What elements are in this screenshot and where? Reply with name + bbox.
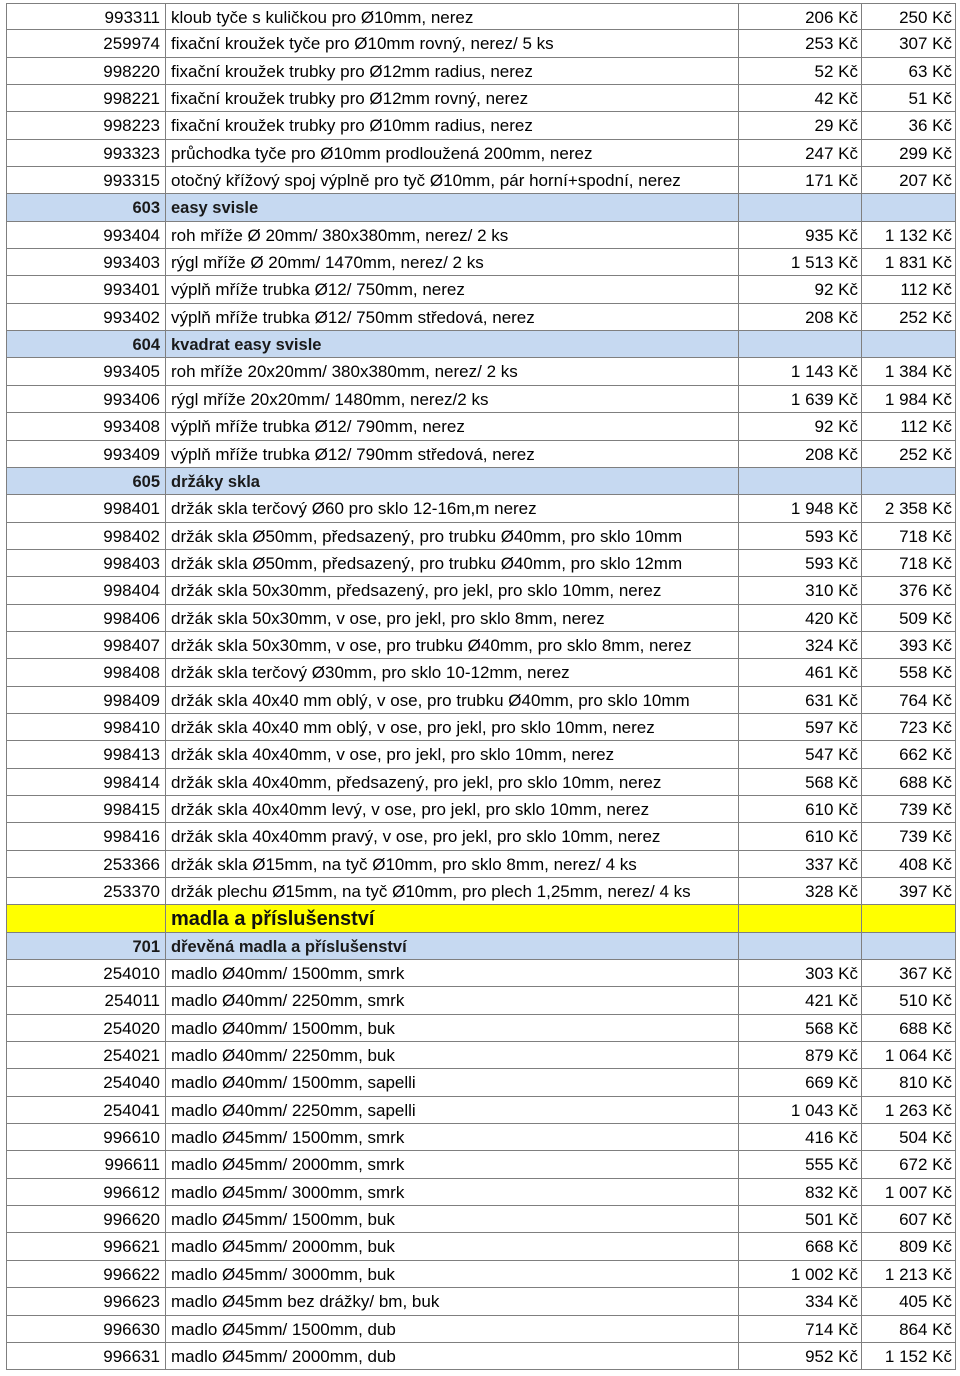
price-without-vat-cell: 1 002 Kč: [739, 1261, 862, 1287]
table-row: [6, 58, 956, 85]
product-code-cell: 996610: [6, 1124, 166, 1150]
price-with-vat-cell: 739 Kč: [862, 796, 956, 822]
price-with-vat-cell: 723 Kč: [862, 714, 956, 740]
price-without-vat-cell: 324 Kč: [739, 632, 862, 658]
price-with-vat-cell: 207 Kč: [862, 167, 956, 193]
table-row: [6, 1097, 956, 1124]
product-code-cell: 993404: [6, 222, 166, 248]
product-name-cell: madlo Ø40mm/ 1500mm, sapelli: [166, 1069, 739, 1095]
product-code-cell: 701: [6, 933, 166, 959]
product-code-cell: 254041: [6, 1097, 166, 1123]
table-row: [6, 1151, 956, 1178]
product-name-cell: otočný křížový spoj výplně pro tyč Ø10mm, pár horní+spodní, nerez: [166, 167, 739, 193]
product-name-cell: držák skla Ø15mm, na tyč Ø10mm, pro sklo 8mm, nerez/ 4 ks: [166, 851, 739, 877]
section-header-row: [6, 331, 956, 358]
product-name-cell: madlo Ø45mm/ 3000mm, buk: [166, 1261, 739, 1287]
price-without-vat-cell: 206 Kč: [739, 4, 862, 29]
table-row: [6, 1288, 956, 1315]
table-row: [6, 441, 956, 468]
price-without-vat-cell: 253 Kč: [739, 30, 862, 56]
price-without-vat-cell: 208 Kč: [739, 441, 862, 467]
section-header-row: [6, 933, 956, 960]
product-name-cell: kloub tyče s kuličkou pro Ø10mm, nerez: [166, 4, 739, 29]
price-without-vat-cell: 1 948 Kč: [739, 495, 862, 521]
table-row: [6, 1206, 956, 1233]
price-without-vat-cell: 832 Kč: [739, 1179, 862, 1205]
product-code-cell: 998403: [6, 550, 166, 576]
table-row: [6, 112, 956, 139]
price-without-vat-cell: 547 Kč: [739, 741, 862, 767]
product-code-cell: 254021: [6, 1042, 166, 1068]
product-code-cell: 998408: [6, 659, 166, 685]
product-code-cell: 604: [6, 331, 166, 357]
product-name-cell: držák skla 50x30mm, předsazený, pro jekl, pro sklo 10mm, nerez: [166, 577, 739, 603]
product-code-cell: 998407: [6, 632, 166, 658]
price-without-vat-cell: 568 Kč: [739, 1015, 862, 1041]
price-with-vat-cell: 112 Kč: [862, 276, 956, 302]
price-with-vat-cell: 718 Kč: [862, 550, 956, 576]
product-code-cell: 998220: [6, 58, 166, 84]
product-name-cell: rýgl mříže 20x20mm/ 1480mm, nerez/2 ks: [166, 386, 739, 412]
price-without-vat-cell: 669 Kč: [739, 1069, 862, 1095]
table-row: [6, 1261, 956, 1288]
product-code-cell: 996621: [6, 1233, 166, 1259]
price-with-vat-cell: 376 Kč: [862, 577, 956, 603]
product-code-cell: 998402: [6, 523, 166, 549]
price-with-vat-cell: [862, 905, 956, 931]
price-with-vat-cell: 1 132 Kč: [862, 222, 956, 248]
price-without-vat-cell: 593 Kč: [739, 523, 862, 549]
product-code-cell: 605: [6, 468, 166, 494]
product-name-cell: madlo Ø45mm/ 2000mm, smrk: [166, 1151, 739, 1177]
product-code-cell: 998409: [6, 687, 166, 713]
price-without-vat-cell: 29 Kč: [739, 112, 862, 138]
product-name-cell: držák skla 40x40mm, v ose, pro jekl, pro sklo 10mm, nerez: [166, 741, 739, 767]
product-code-cell: 993406: [6, 386, 166, 412]
price-without-vat-cell: 337 Kč: [739, 851, 862, 877]
price-with-vat-cell: 307 Kč: [862, 30, 956, 56]
price-without-vat-cell: 416 Kč: [739, 1124, 862, 1150]
price-with-vat-cell: 393 Kč: [862, 632, 956, 658]
product-name-cell: madlo Ø40mm/ 1500mm, smrk: [166, 960, 739, 986]
table-row: [6, 1042, 956, 1069]
table-row: [6, 1015, 956, 1042]
product-code-cell: 993409: [6, 441, 166, 467]
price-with-vat-cell: [862, 194, 956, 220]
product-code-cell: 993323: [6, 140, 166, 166]
product-code-cell: 993405: [6, 358, 166, 384]
product-code-cell: 253366: [6, 851, 166, 877]
table-row: [6, 796, 956, 823]
product-name-cell: madlo Ø45mm/ 1500mm, smrk: [166, 1124, 739, 1150]
price-with-vat-cell: 405 Kč: [862, 1288, 956, 1314]
price-without-vat-cell: 52 Kč: [739, 58, 862, 84]
price-with-vat-cell: 1 152 Kč: [862, 1343, 956, 1369]
price-without-vat-cell: 310 Kč: [739, 577, 862, 603]
table-row: [6, 987, 956, 1014]
product-code-cell: 998221: [6, 85, 166, 111]
product-code-cell: 254011: [6, 987, 166, 1013]
table-row: [6, 632, 956, 659]
price-with-vat-cell: 1 831 Kč: [862, 249, 956, 275]
product-name-cell: fixační kroužek tyče pro Ø10mm rovný, nerez/ 5 ks: [166, 30, 739, 56]
table-row: [6, 304, 956, 331]
price-without-vat-cell: 461 Kč: [739, 659, 862, 685]
price-with-vat-cell: 1 384 Kč: [862, 358, 956, 384]
product-code-cell: 259974: [6, 30, 166, 56]
price-without-vat-cell: 92 Kč: [739, 413, 862, 439]
table-row: [6, 30, 956, 57]
price-without-vat-cell: 935 Kč: [739, 222, 862, 248]
price-with-vat-cell: 2 358 Kč: [862, 495, 956, 521]
price-without-vat-cell: 501 Kč: [739, 1206, 862, 1232]
category-header-row: [6, 905, 956, 932]
product-name-cell: easy svisle: [166, 194, 739, 220]
product-name-cell: madlo Ø45mm/ 2000mm, dub: [166, 1343, 739, 1369]
price-with-vat-cell: 1 064 Kč: [862, 1042, 956, 1068]
price-without-vat-cell: 1 639 Kč: [739, 386, 862, 412]
price-with-vat-cell: 252 Kč: [862, 304, 956, 330]
product-name-cell: madlo Ø45mm/ 3000mm, smrk: [166, 1179, 739, 1205]
table-row: [6, 1124, 956, 1151]
price-with-vat-cell: 739 Kč: [862, 823, 956, 849]
product-name-cell: držák skla 40x40mm levý, v ose, pro jekl, pro sklo 10mm, nerez: [166, 796, 739, 822]
price-with-vat-cell: [862, 468, 956, 494]
table-row: [6, 605, 956, 632]
table-row: [6, 1069, 956, 1096]
product-name-cell: madlo Ø45mm/ 1500mm, buk: [166, 1206, 739, 1232]
price-with-vat-cell: 1 007 Kč: [862, 1179, 956, 1205]
product-code-cell: 998223: [6, 112, 166, 138]
price-with-vat-cell: 252 Kč: [862, 441, 956, 467]
product-code-cell: 993402: [6, 304, 166, 330]
table-row: [6, 413, 956, 440]
product-code-cell: 996611: [6, 1151, 166, 1177]
table-row: [6, 1343, 956, 1370]
product-name-cell: madlo Ø40mm/ 2250mm, sapelli: [166, 1097, 739, 1123]
product-code-cell: 998401: [6, 495, 166, 521]
price-with-vat-cell: 51 Kč: [862, 85, 956, 111]
product-code-cell: 993403: [6, 249, 166, 275]
product-code-cell: [6, 905, 166, 931]
table-row: [6, 1233, 956, 1260]
table-row: [6, 1316, 956, 1343]
table-row: [6, 3, 956, 30]
product-name-cell: madlo Ø40mm/ 2250mm, buk: [166, 1042, 739, 1068]
price-without-vat-cell: 208 Kč: [739, 304, 862, 330]
price-with-vat-cell: 509 Kč: [862, 605, 956, 631]
table-row: [6, 714, 956, 741]
product-name-cell: držák skla 40x40mm, předsazený, pro jekl, pro sklo 10mm, nerez: [166, 769, 739, 795]
product-code-cell: 998414: [6, 769, 166, 795]
price-without-vat-cell: 714 Kč: [739, 1316, 862, 1342]
product-code-cell: 996630: [6, 1316, 166, 1342]
price-without-vat-cell: 1 043 Kč: [739, 1097, 862, 1123]
price-with-vat-cell: 112 Kč: [862, 413, 956, 439]
price-without-vat-cell: 568 Kč: [739, 769, 862, 795]
price-with-vat-cell: 299 Kč: [862, 140, 956, 166]
product-code-cell: 996620: [6, 1206, 166, 1232]
table-row: [6, 222, 956, 249]
price-without-vat-cell: 303 Kč: [739, 960, 862, 986]
price-with-vat-cell: 662 Kč: [862, 741, 956, 767]
price-with-vat-cell: 809 Kč: [862, 1233, 956, 1259]
price-without-vat-cell: 610 Kč: [739, 796, 862, 822]
price-with-vat-cell: 504 Kč: [862, 1124, 956, 1150]
price-with-vat-cell: 672 Kč: [862, 1151, 956, 1177]
price-without-vat-cell: 247 Kč: [739, 140, 862, 166]
price-with-vat-cell: 1 213 Kč: [862, 1261, 956, 1287]
price-without-vat-cell: 610 Kč: [739, 823, 862, 849]
product-code-cell: 603: [6, 194, 166, 220]
table-row: [6, 550, 956, 577]
product-name-cell: držák skla 50x30mm, v ose, pro jekl, pro sklo 8mm, nerez: [166, 605, 739, 631]
price-with-vat-cell: 250 Kč: [862, 4, 956, 29]
table-row: [6, 1179, 956, 1206]
product-name-cell: výplň mříže trubka Ø12/ 750mm středová, nerez: [166, 304, 739, 330]
product-name-cell: dřevěná madla a příslušenství: [166, 933, 739, 959]
price-without-vat-cell: [739, 468, 862, 494]
product-name-cell: držák skla Ø50mm, předsazený, pro trubku Ø40mm, pro sklo 10mm: [166, 523, 739, 549]
product-name-cell: rýgl mříže Ø 20mm/ 1470mm, nerez/ 2 ks: [166, 249, 739, 275]
price-without-vat-cell: 334 Kč: [739, 1288, 862, 1314]
price-list-table: [6, 3, 956, 1370]
price-with-vat-cell: 607 Kč: [862, 1206, 956, 1232]
product-name-cell: madlo Ø40mm/ 1500mm, buk: [166, 1015, 739, 1041]
price-without-vat-cell: 42 Kč: [739, 85, 862, 111]
table-row: [6, 851, 956, 878]
product-name-cell: roh mříže 20x20mm/ 380x380mm, nerez/ 2 ks: [166, 358, 739, 384]
product-code-cell: 998416: [6, 823, 166, 849]
product-code-cell: 998413: [6, 741, 166, 767]
price-without-vat-cell: 420 Kč: [739, 605, 862, 631]
table-row: [6, 358, 956, 385]
price-without-vat-cell: 597 Kč: [739, 714, 862, 740]
product-code-cell: 253370: [6, 878, 166, 904]
product-name-cell: držák skla 40x40 mm oblý, v ose, pro jekl, pro sklo 10mm, nerez: [166, 714, 739, 740]
price-with-vat-cell: 36 Kč: [862, 112, 956, 138]
price-with-vat-cell: 408 Kč: [862, 851, 956, 877]
product-name-cell: výplň mříže trubka Ø12/ 750mm, nerez: [166, 276, 739, 302]
price-without-vat-cell: 952 Kč: [739, 1343, 862, 1369]
table-row: [6, 249, 956, 276]
product-code-cell: 993311: [6, 4, 166, 29]
product-code-cell: 993315: [6, 167, 166, 193]
price-without-vat-cell: 668 Kč: [739, 1233, 862, 1259]
price-with-vat-cell: 397 Kč: [862, 878, 956, 904]
price-without-vat-cell: 879 Kč: [739, 1042, 862, 1068]
price-with-vat-cell: 764 Kč: [862, 687, 956, 713]
product-code-cell: 254020: [6, 1015, 166, 1041]
product-name-cell: madlo Ø40mm/ 2250mm, smrk: [166, 987, 739, 1013]
product-name-cell: držák skla Ø50mm, předsazený, pro trubku Ø40mm, pro sklo 12mm: [166, 550, 739, 576]
price-without-vat-cell: 1 513 Kč: [739, 249, 862, 275]
price-without-vat-cell: 1 143 Kč: [739, 358, 862, 384]
product-name-cell: průchodka tyče pro Ø10mm prodloužená 200mm, nerez: [166, 140, 739, 166]
product-name-cell: kvadrat easy svisle: [166, 331, 739, 357]
table-row: [6, 140, 956, 167]
price-without-vat-cell: 593 Kč: [739, 550, 862, 576]
product-name-cell: držák skla terčový Ø30mm, pro sklo 10-12mm, nerez: [166, 659, 739, 685]
price-without-vat-cell: 555 Kč: [739, 1151, 862, 1177]
price-without-vat-cell: 92 Kč: [739, 276, 862, 302]
table-row: [6, 523, 956, 550]
product-code-cell: 993408: [6, 413, 166, 439]
section-header-row: [6, 194, 956, 221]
product-name-cell: fixační kroužek trubky pro Ø10mm radius, nerez: [166, 112, 739, 138]
product-name-cell: výplň mříže trubka Ø12/ 790mm středová, nerez: [166, 441, 739, 467]
product-name-cell: madlo Ø45mm bez drážky/ bm, buk: [166, 1288, 739, 1314]
table-row: [6, 85, 956, 112]
price-with-vat-cell: 864 Kč: [862, 1316, 956, 1342]
product-name-cell: držák skla terčový Ø60 pro sklo 12-16m,m nerez: [166, 495, 739, 521]
product-code-cell: 996631: [6, 1343, 166, 1369]
product-name-cell: držáky skla: [166, 468, 739, 494]
price-with-vat-cell: 63 Kč: [862, 58, 956, 84]
product-name-cell: fixační kroužek trubky pro Ø12mm rovný, nerez: [166, 85, 739, 111]
table-row: [6, 659, 956, 686]
price-with-vat-cell: 558 Kč: [862, 659, 956, 685]
price-with-vat-cell: 688 Kč: [862, 769, 956, 795]
product-name-cell: výplň mříže trubka Ø12/ 790mm, nerez: [166, 413, 739, 439]
price-with-vat-cell: 510 Kč: [862, 987, 956, 1013]
product-name-cell: madlo Ø45mm/ 2000mm, buk: [166, 1233, 739, 1259]
product-name-cell: držák skla 40x40mm pravý, v ose, pro jekl, pro sklo 10mm, nerez: [166, 823, 739, 849]
price-with-vat-cell: 718 Kč: [862, 523, 956, 549]
price-without-vat-cell: 631 Kč: [739, 687, 862, 713]
price-with-vat-cell: 810 Kč: [862, 1069, 956, 1095]
price-without-vat-cell: [739, 331, 862, 357]
table-row: [6, 769, 956, 796]
product-name-cell: držák plechu Ø15mm, na tyč Ø10mm, pro plech 1,25mm, nerez/ 4 ks: [166, 878, 739, 904]
price-without-vat-cell: [739, 905, 862, 931]
product-code-cell: 993401: [6, 276, 166, 302]
product-code-cell: 254010: [6, 960, 166, 986]
product-name-cell: držák skla 50x30mm, v ose, pro trubku Ø40mm, pro sklo 8mm, nerez: [166, 632, 739, 658]
table-row: [6, 495, 956, 522]
product-code-cell: 998406: [6, 605, 166, 631]
product-name-cell: madla a příslušenství: [166, 905, 739, 931]
table-row: [6, 878, 956, 905]
product-name-cell: roh mříže Ø 20mm/ 380x380mm, nerez/ 2 ks: [166, 222, 739, 248]
product-name-cell: držák skla 40x40 mm oblý, v ose, pro trubku Ø40mm, pro sklo 10mm: [166, 687, 739, 713]
product-code-cell: 996622: [6, 1261, 166, 1287]
product-name-cell: fixační kroužek trubky pro Ø12mm radius, nerez: [166, 58, 739, 84]
table-row: [6, 276, 956, 303]
price-with-vat-cell: 367 Kč: [862, 960, 956, 986]
price-with-vat-cell: 1 263 Kč: [862, 1097, 956, 1123]
product-code-cell: 996612: [6, 1179, 166, 1205]
table-row: [6, 960, 956, 987]
table-row: [6, 577, 956, 604]
table-row: [6, 741, 956, 768]
price-without-vat-cell: [739, 194, 862, 220]
product-code-cell: 998410: [6, 714, 166, 740]
table-row: [6, 687, 956, 714]
table-row: [6, 386, 956, 413]
price-without-vat-cell: [739, 933, 862, 959]
price-with-vat-cell: 688 Kč: [862, 1015, 956, 1041]
table-row: [6, 167, 956, 194]
price-with-vat-cell: [862, 933, 956, 959]
product-code-cell: 998404: [6, 577, 166, 603]
product-name-cell: madlo Ø45mm/ 1500mm, dub: [166, 1316, 739, 1342]
product-code-cell: 996623: [6, 1288, 166, 1314]
price-without-vat-cell: 171 Kč: [739, 167, 862, 193]
price-with-vat-cell: [862, 331, 956, 357]
product-code-cell: 254040: [6, 1069, 166, 1095]
section-header-row: [6, 468, 956, 495]
product-code-cell: 998415: [6, 796, 166, 822]
price-with-vat-cell: 1 984 Kč: [862, 386, 956, 412]
price-without-vat-cell: 328 Kč: [739, 878, 862, 904]
table-row: [6, 823, 956, 850]
price-without-vat-cell: 421 Kč: [739, 987, 862, 1013]
